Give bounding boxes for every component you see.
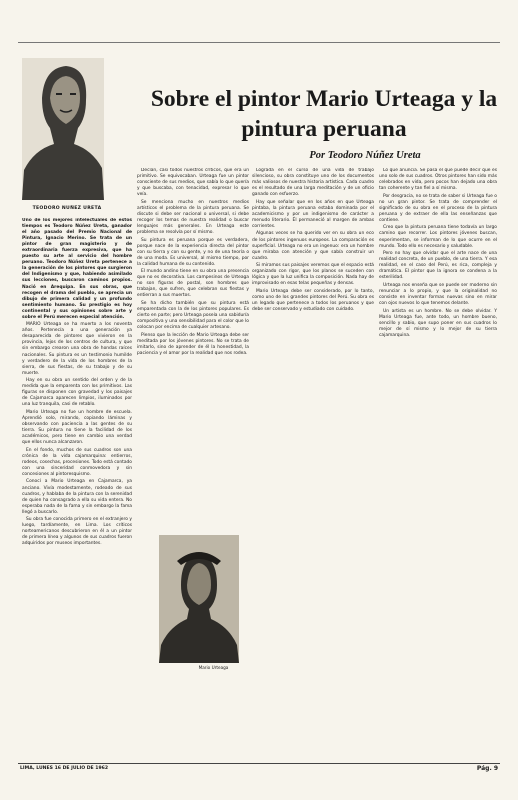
body-paragraph: Urteaga nos enseña que se puede ser moderno sin renunciar a lo propio, y que la originalidad no consiste en inventar formas nuevas sino en mirar con ojos nuevos lo que tenemos delante. [379, 282, 497, 306]
body-paragraph: Hay que señalar que en los años en que Urteaga pintaba, la pintura peruana estaba dominada por el academicismo y por un indigenismo de carácter a menudo literario. Él permaneció al margen de ambas corrientes. [252, 199, 374, 229]
body-paragraph: Se menciona mucho en nuestros medios artísticos el problema de la pintura peruana. Se discute si debe ser nacional o universal, si debe recoger los temas de nuestra realidad o buscar lenguajes más generales. En Urteaga este problema se resolvía por sí mismo. [137, 199, 249, 235]
author-portrait [22, 58, 104, 200]
page-number: Pág. 9 [476, 765, 498, 772]
body-paragraph: Mario Urteaga debe ser considerado, por lo tanto, como uno de los grandes pintores del Perú. Su obra es un legado que pertenece a todos los peruanos y que debe ser conservado y estudiado con cuidado. [252, 288, 374, 313]
body-paragraph: Hay en su obra un sentido del orden y de la medida que la emparenta con los primitivos. Las figuras se disponen con gravedad y los paisajes de Cajamarca aparecen limpios, iluminados por una luz tranquila, casi de retablo. [22, 378, 132, 408]
body-paragraph: Algunas veces se ha querido ver en su obra un eco de los pintores ingenuos europeos. La comparación es superficial. Urteaga no era un ingenuo: era un hombre que miraba con atención y que sabía construir un cuadro. [252, 231, 374, 261]
article-headline: Sobre el pintor Mario Urteaga y la pintura peruana [150, 86, 498, 142]
body-paragraph: Por desgracia, no se trata de saber si Urteaga fue o no un gran pintor. Se trata de comprender el significado de su obra en el proceso de la pintura peruana y de extraer de ella las enseñanzas que contiene. [379, 193, 497, 223]
urteaga-photo [159, 535, 239, 663]
article-byline: Por Teodoro Núñez Ureta [309, 150, 421, 161]
body-paragraph: MARIO Urteaga se ha muerto a los noventa años. Pertenecía a una generación ya desaparecida de pintores que vivieron en la provincia, lejos de los centros de cultura, y que sin embargo crearon una obra de hondas raíces nacionales. Su pintura es un testimonio humilde y verdadero de la vida de los hombres de la sierra, de sus fiestas, de su trabajo y de su muerte. [22, 322, 132, 376]
column-1 [22, 218, 132, 760]
body-paragraph: Lograda en el curso de una vida de trabajo silencioso, su obra constituye uno de los documentos más valiosos de nuestra historia artística. Cada cuadro es el resultado de una larga meditación y de un oficio ganado con esfuerzo. [252, 168, 374, 198]
body-paragraph: El mundo andino tiene en su obra una presencia que no es decorativa. Los campesinos de Urteaga no son figuras de postal, son hombres que trabajan, que sufren, que celebran sus fiestas y entierran a sus muertos. [137, 269, 249, 299]
body-paragraph: En el fondo, muchos de sus cuadros son una crónica de la vida cajamarquina: entierros, rodeos, cosechas, procesiones. Todo está contado con una sinceridad conmovedora y sin concesiones al pintoresquismo. [22, 447, 132, 477]
body-paragraph: Pienso que la lección de Mario Urteaga debe ser meditada por los jóvenes pintores. No se trata de imitarlo, sino de aprender de él la honestidad, la paciencia y el amor por la realidad que nos rodea. [137, 332, 249, 356]
footer-rule [18, 763, 500, 764]
column-4 [379, 168, 497, 760]
column-3 [252, 168, 374, 760]
body-paragraph: Conocí a Mario Urteaga en Cajamarca, ya anciano. Vivía modestamente, rodeado de sus cuadros, y hablaba de la pintura con la serenidad de quien ha consagrado a ella su vida entera. No esperaba nada de la fama y sin embargo la fama llegó a buscarlo. [22, 479, 132, 515]
body-paragraph: Un artista es un hombre. No se debe olvidar. Y Mario Urteaga fue, ante todo, un hombre bueno, sencillo y sabio, que supo poner en sus cuadros lo mejor de sí mismo y lo mejor de su tierra cajamarquina. [379, 308, 497, 338]
body-paragraph: Mario Urteaga no fue un hombre de escuela. Aprendió solo, mirando, copiando láminas y observando con paciencia a las gentes de su tierra. Su pintura no tiene la facilidad de los académicos, pero tiene en cambio una verdad que ellos nunca alcanzaron. [22, 409, 132, 446]
body-paragraph: Lo que anuncia. Se pasa el que puede decir que es uno solo de sus cuadros. Otros pintores han sido más celebrados en vida, pero pocos han dejado una obra tan coherente y tan fiel a sí misma. [379, 168, 497, 192]
portrait-caption: TEODORO NUÑEZ URETA [32, 206, 102, 211]
body-paragraph: Pero no hay que olvidar que el arte nace de una realidad concreta, de un pueblo, de una tierra. Y esa realidad, en el caso del Perú, es rica, compleja y dramática. El pintor que la ignora se condena a la esterilidad. [379, 251, 497, 281]
body-paragraph: Decían, casi todos nuestros críticos, que era un primitivo. Se equivocaban. Urteaga fue un pintor consciente de sus medios, que sabía lo que quería y que buscaba, con tenacidad, expresar lo que veía. [137, 168, 249, 198]
article-intro: Uno de los mejores intelectuales de estos tiempos es Teodoro Núñez Ureta, ganador el año pasado del Premio Nacional de Pintura, Ignacio Merino. Se trata de un pintor de gran magisterio y de extraordinaria fuerza expresiva, que ha puesto su arte al servicio del hombre peruano. Teodoro Núñez Ureta pertenece a la generación de los pintores que surgieron del Indigenismo y que, habiendo asimilado sus lecciones, buscaron caminos propios. Nació en Arequipa. En sus obras, que recogen el drama del pueblo, se aprecia un dibujo de primera calidad y un profundo sentimiento humano. Su prestigio es hoy continental y sus opiniones sobre arte y sobre el Perú merecen especial atención. [22, 218, 132, 320]
body-paragraph: Si miramos sus paisajes veremos que el espacio está organizado con rigor, que los planos se suceden con lógica y que la luz unifica la composición. Nada hay de improvisado en esas telas pequeñas y densas. [252, 263, 374, 287]
column-2 [137, 168, 249, 530]
body-paragraph: Su obra fue conocida primero en el extranjero y luego, tardíamente, en Lima. Los críticos norteamericanos descubrieron en él a un pintor de primera línea y algunos de sus cuadros fueron adquiridos por museos importantes. [22, 517, 132, 547]
body-paragraph: Se ha dicho también que su pintura está emparentada con la de los pintores populares. Es cierto en parte; pero Urteaga poseía una sabiduría compositiva y una sensibilidad para el color que lo colocan por encima de cualquier artesano. [137, 300, 249, 331]
issue-date: LIMA, LUNES 16 DE JULIO DE 1962 [20, 766, 109, 771]
photo-caption: Mario Urteaga [198, 665, 229, 670]
body-paragraph: Su pintura es peruana porque es verdadera, porque nace de la experiencia directa del pintor con su tierra y con su gente, y no de una teoría o de una moda. Es universal, al mismo tiempo, por la calidad humana de su contenido. [137, 237, 249, 267]
body-paragraph: Creo que la pintura peruana tiene todavía un largo camino que recorrer. Los pintores jóvenes buscan, experimentan, se informan de lo que ocurre en el mundo. Todo ello es necesario y saludable. [379, 225, 497, 249]
top-rule [18, 42, 500, 43]
